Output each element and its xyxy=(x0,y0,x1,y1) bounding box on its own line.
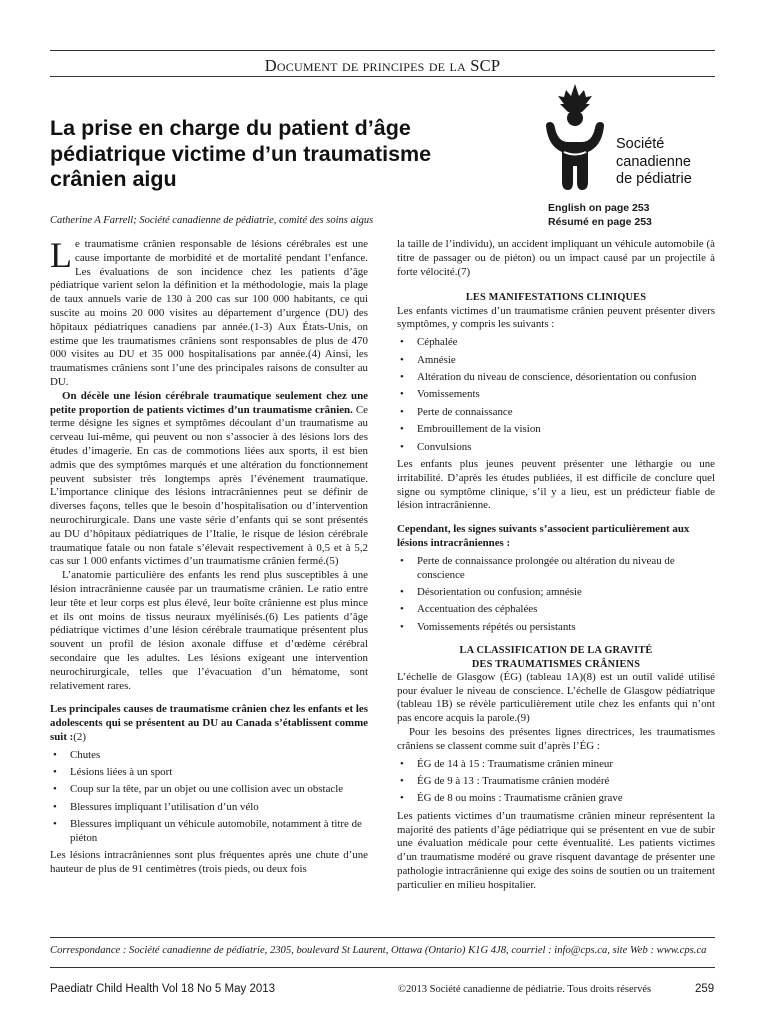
causes-list xyxy=(50,749,368,846)
drop-cap: L xyxy=(50,235,72,275)
signs-intro: Cependant, les signes suivants s’associent particulièrement aux lésions intracrâniennes : xyxy=(397,523,690,549)
logo-line-1: Société xyxy=(616,136,665,152)
logo-line-2: canadienne xyxy=(616,153,691,170)
symptom-item-text: Céphalée xyxy=(417,336,458,349)
bullet-icon: • xyxy=(53,748,57,761)
heading-line-1: LA CLASSIFICATION DE LA GRAVITÉ xyxy=(459,645,653,657)
symptom-item-text: Altération du niveau de conscience, désorientation ou confusion xyxy=(417,370,697,383)
gcs-list xyxy=(397,758,715,807)
gcs-item xyxy=(397,775,715,789)
bullet-icon: • xyxy=(400,792,404,805)
article-title: La prise en charge du patient d’âge pédiatrique victime d’un traumatisme crânien aigu xyxy=(50,116,432,191)
gcs-item xyxy=(397,758,715,772)
left-column xyxy=(50,235,368,877)
signs-list xyxy=(397,555,715,635)
symptom-item xyxy=(397,388,715,402)
cause-item-text: Chutes xyxy=(70,748,101,761)
bullet-icon: • xyxy=(400,388,404,401)
sign-item xyxy=(397,621,715,635)
bullet-icon: • xyxy=(400,620,404,633)
symptom-item-text: Embrouillement de la vision xyxy=(417,423,541,436)
resume-page-ref: Résumé en page 253 xyxy=(548,216,652,228)
cause-item xyxy=(50,783,368,797)
copyright-notice: ©2013 Société canadienne de pédiatrie. Tous droits réservés xyxy=(398,984,652,995)
bullet-icon: • xyxy=(53,818,57,831)
causes-intro xyxy=(50,703,368,744)
symptom-item xyxy=(397,371,715,385)
cause-item xyxy=(50,801,368,815)
journal-citation: Paediatr Child Health Vol 18 No 5 May 2013 xyxy=(50,983,276,995)
cause-item-text: Coup sur la tête, par un objet ou une collision avec un obstacle xyxy=(70,783,344,796)
document-type-header: Document de principes de la SCP xyxy=(264,56,501,75)
paragraph-2 xyxy=(50,390,368,569)
cause-item-text: Blessures impliquant un véhicule automobile, notamment à titre de piéton xyxy=(70,818,362,845)
symptom-item xyxy=(397,406,715,420)
bullet-icon: • xyxy=(53,800,57,813)
logo-line-3: de pédiatrie xyxy=(616,171,692,187)
paragraph-2-lead: On décèle une lésion cérébrale traumatique seulement chez une petite proportion de patients victimes d’un traumatisme crânien. xyxy=(50,389,368,416)
gcs-item-text: ÉG de 8 ou moins : Traumatisme crânien grave xyxy=(417,792,623,805)
sign-item xyxy=(397,586,715,600)
bullet-icon: • xyxy=(400,775,404,788)
sign-item-text: Désorientation ou confusion; amnésie xyxy=(417,585,582,598)
bullet-icon: • xyxy=(400,336,404,349)
bullet-icon: • xyxy=(400,757,404,770)
continued-paragraph: la taille de l’individu), un accident impliquant un véhicule automobile (à titre de passager ou de piéton) ou un impact causé par un projectile à forte vélocité.(7) xyxy=(397,238,715,278)
language-references xyxy=(548,201,652,229)
bullet-icon: • xyxy=(53,783,57,796)
young-children-paragraph: Les enfants plus jeunes peuvent présenter une léthargie ou une irritabilité. D’après les études publiées, il est difficile de conclure quel signe ou symptôme clinique, s’il y a lieu, est un prédicteur fiable de lésion intracrânienne. xyxy=(397,457,715,512)
cause-item-text: Lésions liées à un sport xyxy=(70,766,173,779)
gcs-item-text: ÉG de 14 à 15 : Traumatisme crânien mineur xyxy=(417,757,613,770)
symptom-item xyxy=(397,336,715,350)
header-rule xyxy=(50,76,715,77)
bullet-icon: • xyxy=(400,405,404,418)
sign-item xyxy=(397,603,715,617)
cause-item xyxy=(50,818,368,846)
heading-line-2: DES TRAUMATISMES CRÂNIENS xyxy=(471,658,641,670)
section-heading-manifestations: LES MANIFESTATIONS CLINIQUES xyxy=(465,292,647,304)
gcs-item-text: ÉG de 9 à 13 : Traumatisme crânien modéré xyxy=(417,775,610,788)
bullet-icon: • xyxy=(53,766,57,779)
causes-lead: Les principales causes de traumatisme crânien chez les enfants et les adolescents qui se présentent au DU au Canada s’établissent comme suit : xyxy=(50,703,368,743)
cause-item xyxy=(50,749,368,763)
top-rule xyxy=(50,50,715,51)
causes-ref: (2) xyxy=(73,730,86,743)
classification-paragraph: Pour les besoins des présentes lignes directrices, les traumatismes crâniens se classent comme suit d’après l’ÉG : xyxy=(397,726,715,752)
glasgow-paragraph: L’échelle de Glasgow (ÉG) (tableau 1A)(8) est un outil validé utilisé pour évaluer le niveau de conscience. L’échelle de Glasgow pédiatrique (tableau 1B) se révèle particulièrement utile chez les enfants qui n’ont pas encore acquis la parole.(9) xyxy=(397,670,715,725)
bullet-icon: • xyxy=(400,554,404,567)
symptom-item-text: Perte de connaissance xyxy=(417,405,513,418)
symptoms-intro: Les enfants victimes d’un traumatisme crânien peuvent présenter divers symptômes, y compris les suivants : xyxy=(397,304,715,331)
symptom-item-text: Vomissements xyxy=(417,388,480,401)
paragraph-4: Les lésions intracrâniennes sont plus fréquentes après une chute d’une hauteur de plus de 91 centimètres (trois pieds, ou deux fois xyxy=(50,849,368,876)
symptom-item xyxy=(397,354,715,368)
symptom-item xyxy=(397,423,715,437)
cps-logo-text xyxy=(616,136,692,189)
symptom-item-text: Convulsions xyxy=(417,440,472,453)
bullet-icon: • xyxy=(400,440,404,453)
section-heading-classification xyxy=(397,644,715,670)
footer-rule xyxy=(50,937,715,938)
paragraph-2-body: Ce terme désigne les signes et symptômes découlant d’un traumatisme au cerveau lui-même, qui peuvent ou non s’associer à des lésions lors des études d’imagerie. En cas de commotions liées aux sports, il est bien admis que des symptômes marqués et une altération du fonctionnement peuvent subsister très longtemps après l’événement traumatique. L’importance clinique des lésions intracrâniennes peut se définir de diverses façons, telles que le besoin d’hospitalisation ou d’intervention neurochirurgicale. Dans une vaste série d’enfants qui se sont présentés au DU d’hôpitaux pédiatriques de l’Italie, le risque de lésion cérébrale traumatique fatale ou non fatale s’élevait respectivement à 0,5 et à 5,2 cas sur 1 000 enfants victimes d’un traumatisme crânien fermé.(5) xyxy=(50,403,368,568)
bullet-icon: • xyxy=(400,370,404,383)
bullet-icon: • xyxy=(400,353,404,366)
footer-rule-2 xyxy=(50,967,715,968)
intro-paragraph xyxy=(50,235,368,390)
gcs-item xyxy=(397,792,715,806)
cause-item-text: Blessures impliquant l’utilisation d’un vélo xyxy=(70,800,259,813)
symptom-item-text: Amnésie xyxy=(417,353,456,366)
symptom-item xyxy=(397,441,715,455)
bullet-icon: • xyxy=(400,603,404,616)
cause-item xyxy=(50,766,368,780)
correspondence-line: Correspondance : Société canadienne de pédiatrie, 2305, boulevard St Laurent, Ottawa (Ontario) K1G 4J8, courriel : info@cps.ca, site Web : www.cps.ca xyxy=(50,945,707,956)
bullet-icon: • xyxy=(400,585,404,598)
intro-text: e traumatisme crânien responsable de lésions cérébrales est une cause importante de morbidité et de mortalité pendant l’enfance. Les évaluations de son incidence chez les patients d’âge pédiatrique varient selon la définition et la méthodologie, mais la plage de taux annuels varie de 130 à 200 cas sur 100 000 habitants, ce qui suscite au moins 20 000 visites au département d’urgence (DU) des hôpitaux pédiatriques canadiens par année.(1-3) Aux États-Unis, on estime que les traumatismes crâniens sont responsables de plus de 470 000 visites au DU et 35 000 hospitalisations par année.(4) Ainsi, les traumatismes crâniens sont l’une des principales raisons de consulter au DU. xyxy=(50,238,368,388)
bullet-icon: • xyxy=(400,423,404,436)
symptoms-list xyxy=(397,336,715,454)
sign-item-text: Vomissements répétés ou persistants xyxy=(417,620,576,633)
page-number: 259 xyxy=(695,983,715,995)
sign-item xyxy=(397,555,715,583)
article-authors: Catherine A Farrell; Société canadienne de pédiatrie, comité des soins aigus xyxy=(50,215,374,226)
paragraph-3: L’anatomie particulière des enfants les rend plus susceptibles à une lésion intracrânienne causée par un traumatisme crânien. Le ratio entre leur tête et leur corps est plus élevé, leur boîte crânienne est plus mince et ils ont moins de tissus neuraux myélinisés.(6) Les patients d’âge pédiatrique victimes d’une lésion cérébrale traumatique présentent plus souvent un profil de lésion axonale diffuse et d’œdème cérébral secondaire que les adultes. Les lésions exigeant une intervention neurochirurgicale, telles que l’évacuation d’un hématome, sont relativement rares. xyxy=(50,569,368,692)
minor-trauma-paragraph: Les patients victimes d’un traumatisme crânien mineur représentent la majorité des patients d’âge pédiatrique qui se présentent en vue de subir une évaluation médicale pour cette éventualité. Les patients victimes d’un traumatisme modéré ou grave risquent davantage de présenter une pathologie intracrânienne qui exige des soins de soutien ou un traitement particulier en milieu hospitalier. xyxy=(397,809,715,891)
sign-item-text: Accentuation des céphalées xyxy=(417,603,538,616)
right-column xyxy=(397,238,715,893)
sign-item-text: Perte de connaissance prolongée ou altération du niveau de conscience xyxy=(417,554,675,581)
english-page-ref: English on page 253 xyxy=(548,202,650,214)
